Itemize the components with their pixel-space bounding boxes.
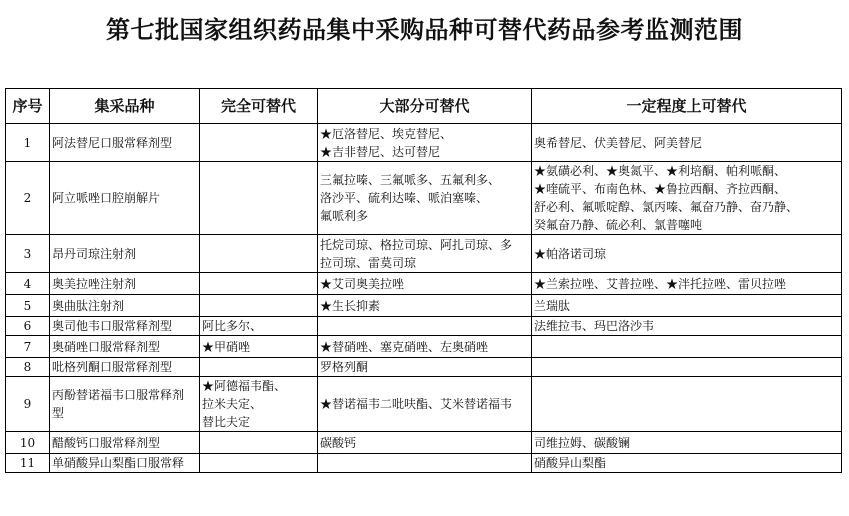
cell-text: 三氟拉嗪、三氟哌多、五氟利多、 (320, 173, 501, 187)
cell-text: 奥希替尼、伏美替尼、阿美替尼 (534, 135, 703, 150)
cell-most (318, 317, 532, 336)
cell-partial (532, 317, 842, 336)
cell-text: 1 (23, 135, 32, 150)
cell-partial (532, 124, 842, 162)
table-row (6, 295, 842, 317)
header-no: 序号 (6, 89, 50, 124)
cell-text: ★帕洛诺司琼 (534, 246, 607, 261)
cell-most (318, 432, 532, 454)
cell-text: ★兰索拉唑、艾普拉唑、★泮托拉唑、雷贝拉唑 (534, 276, 787, 291)
cell-variety (50, 336, 200, 358)
cell-variety (50, 358, 200, 377)
table-row (6, 162, 842, 235)
cell-variety (50, 124, 200, 162)
cell-text: ★艾司奥美拉唑 (320, 276, 405, 291)
cell-variety (50, 162, 200, 235)
cell-text: 10 (19, 435, 36, 450)
cell-text: 舒必利、氟哌啶醇、氯丙嗪、氟奋乃静、奋乃静、 (534, 200, 799, 214)
cell-text: 拉司琼、雷莫司琼 (320, 255, 417, 270)
cell-text: 6 (23, 319, 32, 333)
table-row (6, 432, 842, 454)
cell-text: 司维拉姆、碳酸镧 (534, 435, 631, 450)
cell-full (200, 124, 318, 162)
cell-variety (50, 454, 200, 473)
cell-full (200, 358, 318, 377)
table-header-row (6, 89, 842, 124)
cell-text: ★厄洛替尼、埃克替尼、 (320, 126, 453, 141)
table-row (6, 124, 842, 162)
cell-text: 醋酸钙口服常释剂型 (52, 435, 161, 450)
cell-no (6, 295, 50, 317)
cell-text: 硝酸异山梨酯 (534, 456, 607, 470)
cell-variety (50, 432, 200, 454)
cell-text: 阿法替尼口服常释剂型 (52, 135, 173, 150)
cell-full (200, 162, 318, 235)
cell-text: 4 (23, 276, 32, 291)
cell-full (200, 336, 318, 358)
cell-full (200, 432, 318, 454)
cell-partial (532, 432, 842, 454)
cell-full (200, 317, 318, 336)
cell-text: ★替硝唑、塞克硝唑、左奥硝唑 (320, 339, 489, 354)
cell-no (6, 235, 50, 273)
cell-text: 单硝酸异山梨酯口服常释 (52, 456, 185, 470)
cell-partial (532, 454, 842, 473)
cell-partial (532, 162, 842, 235)
cell-no (6, 273, 50, 295)
cell-text: ★阿德福韦酯、 (202, 379, 287, 393)
cell-partial (532, 377, 842, 432)
cell-most (318, 454, 532, 473)
cell-text: 拉米夫定、 (202, 397, 263, 411)
table-row (6, 336, 842, 358)
cell-full (200, 235, 318, 273)
cell-most (318, 124, 532, 162)
cell-no (6, 162, 50, 235)
cell-text: 兰瑞肽 (534, 298, 571, 313)
cell-text: 9 (23, 397, 32, 411)
table-row (6, 317, 842, 336)
cell-text: 型 (52, 406, 65, 420)
cell-text: ★氨磺必利、★奥氮平、★利培酮、帕利哌酮、 (534, 164, 787, 178)
header-full: 完全可替代 (200, 89, 318, 124)
cell-most (318, 235, 532, 273)
page-title: 第七批国家组织药品集中采购品种可替代药品参考监测范围 (106, 16, 743, 44)
cell-no (6, 336, 50, 358)
cell-text: 奥美拉唑注射剂 (52, 276, 137, 291)
cell-text: 丙酚替诺福韦口服常释剂 (52, 388, 185, 402)
cell-text: ★甲硝唑 (202, 339, 251, 354)
cell-partial (532, 295, 842, 317)
cell-most (318, 358, 532, 377)
cell-text: 昂丹司琼注射剂 (52, 246, 137, 261)
cell-most (318, 295, 532, 317)
cell-partial (532, 273, 842, 295)
table-row (6, 235, 842, 273)
cell-partial (532, 336, 842, 358)
cell-text: 碳酸钙 (320, 435, 357, 450)
cell-text: 2 (23, 191, 32, 205)
cell-text: 3 (23, 246, 32, 261)
cell-most (318, 273, 532, 295)
cell-text: 氟哌利多 (320, 209, 369, 223)
cell-variety (50, 377, 200, 432)
cell-text: 阿立哌唑口腔崩解片 (52, 191, 161, 205)
header-partial: 一定程度上可替代 (532, 89, 842, 124)
cell-no (6, 454, 50, 473)
table-body (6, 124, 842, 473)
cell-text: 洛沙平、硫利达嗪、哌泊塞嗪、 (320, 191, 489, 205)
cell-text: 奥曲肽注射剂 (52, 298, 125, 313)
cell-text: 癸氟奋乃静、硫必利、氯普噻吨 (534, 218, 703, 232)
substitution-table (5, 88, 842, 473)
cell-text: 阿比多尔、 (202, 319, 263, 333)
cell-variety (50, 235, 200, 273)
cell-text: 8 (23, 360, 32, 374)
cell-text: 吡格列酮口服常释剂型 (52, 360, 173, 374)
cell-partial (532, 358, 842, 377)
table-row (6, 358, 842, 377)
cell-text: 替比夫定 (202, 415, 251, 429)
cell-variety (50, 317, 200, 336)
cell-most (318, 336, 532, 358)
cell-no (6, 317, 50, 336)
cell-text: 11 (19, 456, 36, 470)
cell-text: 托烷司琼、格拉司琼、阿扎司琼、多 (320, 237, 513, 252)
table-row (6, 273, 842, 295)
cell-text: ★吉非替尼、达可替尼 (320, 144, 441, 159)
cell-text: ★生长抑素 (320, 298, 381, 313)
table-row (6, 454, 842, 473)
cell-text: ★喹硫平、布南色林、★鲁拉西酮、齐拉西酮、 (534, 182, 787, 196)
cell-variety (50, 273, 200, 295)
cell-full (200, 454, 318, 473)
cell-text: 罗格列酮 (320, 360, 369, 374)
cell-text: ★替诺福韦二吡呋酯、艾米替诺福韦 (320, 397, 513, 411)
cell-text: 7 (23, 339, 32, 354)
header-most: 大部分可替代 (318, 89, 532, 124)
cell-full (200, 273, 318, 295)
cell-text: 5 (23, 298, 32, 313)
cell-text: 法维拉韦、玛巴洛沙韦 (534, 319, 655, 333)
cell-full (200, 295, 318, 317)
cell-most (318, 377, 532, 432)
cell-no (6, 432, 50, 454)
cell-no (6, 377, 50, 432)
cell-most (318, 162, 532, 235)
table-row (6, 377, 842, 432)
cell-no (6, 124, 50, 162)
cell-full (200, 377, 318, 432)
header-variety: 集采品种 (50, 89, 200, 124)
cell-text: 奥硝唑口服常释剂型 (52, 339, 161, 354)
cell-partial (532, 235, 842, 273)
cell-no (6, 358, 50, 377)
cell-text: 奥司他韦口服常释剂型 (52, 319, 173, 333)
cell-variety (50, 295, 200, 317)
